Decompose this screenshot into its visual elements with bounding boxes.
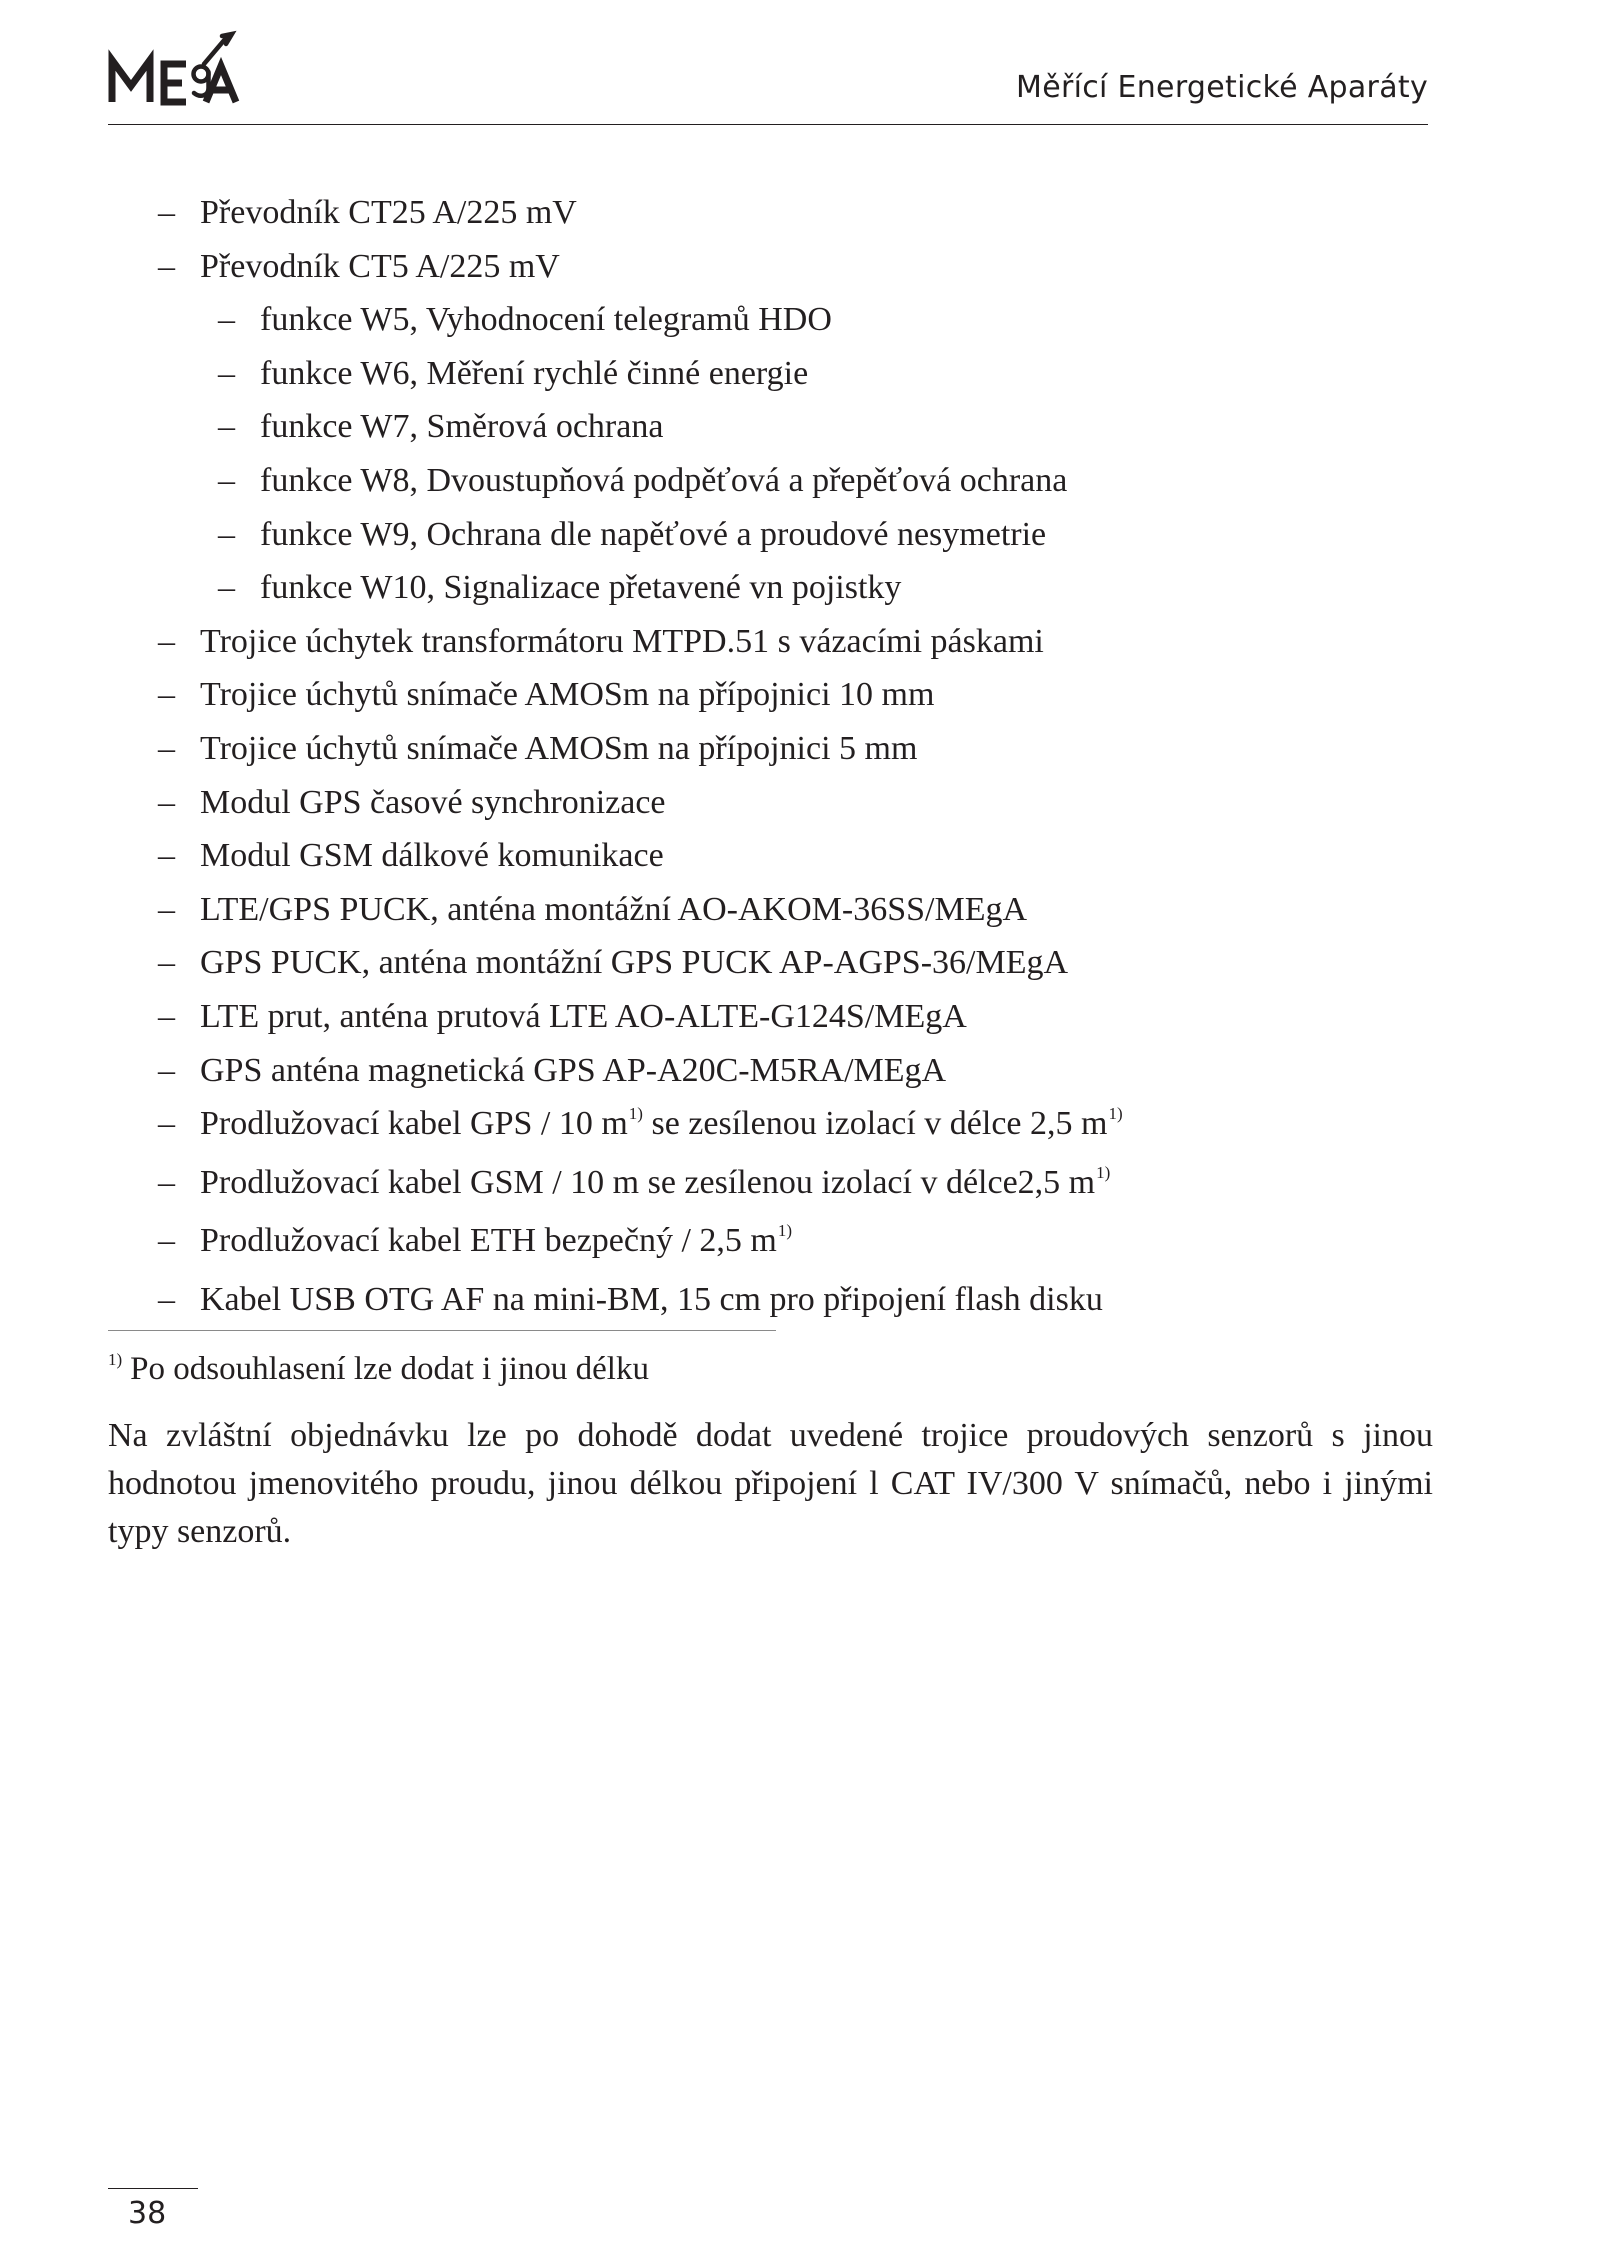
item-text: Převodník CT5 A/225 mV xyxy=(200,247,560,285)
list-item xyxy=(108,936,1428,990)
list-dash: – xyxy=(158,997,175,1035)
body-paragraph: Na zvláštní objednávku lze po dohodě dodat uvedené trojice proudových senzorů s jinou hodnotou jmenovitého proudu, jinou délkou připojení l CAT IV/300 V snímačů, nebo i jinými typy senzorů. xyxy=(108,1417,1433,1550)
sub-list-item xyxy=(108,347,1428,401)
page-number-divider xyxy=(108,2188,198,2189)
footnote-marker: 1) xyxy=(108,1350,123,1369)
list-item xyxy=(108,722,1428,776)
list-item xyxy=(108,1214,1428,1273)
item-text: funkce W8, Dvoustupňová podpěťová a přepěťová ochrana xyxy=(260,461,1068,499)
item-text: Trojice úchytů snímače AMOSm na přípojnici 10 mm xyxy=(200,676,935,714)
list-item xyxy=(108,186,1428,240)
list-dash: – xyxy=(158,944,175,982)
list-dash: – xyxy=(218,354,235,392)
list-dash: – xyxy=(218,461,235,499)
list-item xyxy=(108,1156,1428,1215)
list-item xyxy=(108,240,1428,294)
accessory-list xyxy=(108,186,1428,1326)
list-dash: – xyxy=(158,622,175,660)
mega-logo xyxy=(108,30,243,108)
item-text: se zesílenou izolací v délce 2,5 m xyxy=(642,1105,1108,1143)
list-dash: – xyxy=(158,729,175,767)
list-item xyxy=(108,668,1428,722)
footnote-divider xyxy=(108,1330,776,1331)
list-item xyxy=(108,1273,1428,1327)
item-text: funkce W6, Měření rychlé činné energie xyxy=(260,354,809,392)
item-text: Prodlužovací kabel GPS / 10 m xyxy=(200,1105,628,1143)
list-dash: – xyxy=(158,1105,175,1143)
list-dash: – xyxy=(158,247,175,285)
sub-list-item xyxy=(108,508,1428,562)
logo-mark xyxy=(108,30,243,108)
item-text: Prodlužovací kabel ETH bezpečný / 2,5 m xyxy=(200,1222,777,1260)
list-item xyxy=(108,883,1428,937)
list-item xyxy=(108,990,1428,1044)
sub-list-item xyxy=(108,454,1428,508)
footnote-ref: 1) xyxy=(628,1104,643,1124)
sub-list-item xyxy=(108,561,1428,615)
list-dash: – xyxy=(158,1163,175,1201)
item-text: Trojice úchytek transformátoru MTPD.51 s vázacími páskami xyxy=(200,622,1044,660)
header-divider xyxy=(108,124,1428,125)
page-number: 38 xyxy=(128,2196,167,2231)
item-text: Modul GSM dálkové komunikace xyxy=(200,837,664,875)
item-text: LTE/GPS PUCK, anténa montážní AO-AKOM-36SS/MEgA xyxy=(200,890,1028,928)
item-text: Trojice úchytů snímače AMOSm na přípojnici 5 mm xyxy=(200,729,918,767)
item-text: LTE prut, anténa prutová LTE AO-ALTE-G124S/MEgA xyxy=(200,997,967,1035)
list-item xyxy=(108,615,1428,669)
footnote-ref: 1) xyxy=(1096,1162,1111,1182)
item-text: Prodlužovací kabel GSM / 10 m se zesílenou izolací v délce2,5 m xyxy=(200,1163,1096,1201)
list-dash: – xyxy=(158,837,175,875)
list-dash: – xyxy=(218,301,235,339)
list-dash: – xyxy=(218,515,235,553)
footnote xyxy=(108,1344,649,1399)
list-dash: – xyxy=(158,1280,175,1318)
list-dash: – xyxy=(158,783,175,821)
item-text: funkce W5, Vyhodnocení telegramů HDO xyxy=(260,301,832,339)
item-text: funkce W9, Ochrana dle napěťové a proudové nesymetrie xyxy=(260,515,1047,553)
list-dash: – xyxy=(158,676,175,714)
list-item xyxy=(108,776,1428,830)
list-item xyxy=(108,829,1428,883)
footnote-ref: 1) xyxy=(777,1221,793,1241)
item-text: Převodník CT25 A/225 mV xyxy=(200,194,577,231)
item-text: GPS anténa magnetická GPS AP-A20C-M5RA/MEgA xyxy=(200,1051,947,1089)
list-dash: – xyxy=(218,569,235,607)
list-dash: – xyxy=(158,1051,175,1089)
item-text: Modul GPS časové synchronizace xyxy=(200,783,666,821)
footnote-ref: 1) xyxy=(1108,1104,1123,1124)
list-dash: – xyxy=(218,408,235,446)
item-text: Kabel USB OTG AF na mini-BM, 15 cm pro připojení flash disku xyxy=(200,1280,1103,1318)
header-title: Měřící Energetické Aparáty xyxy=(1016,70,1428,105)
sub-list-item xyxy=(108,400,1428,454)
footnote-text: Po odsouhlasení lze dodat i jinou délku xyxy=(130,1351,649,1387)
item-text: GPS PUCK, anténa montážní GPS PUCK AP-AGPS-36/MEgA xyxy=(200,944,1069,982)
list-item xyxy=(108,1044,1428,1098)
item-text: funkce W10, Signalizace přetavené vn pojistky xyxy=(260,569,902,607)
list-dash: – xyxy=(158,890,175,928)
list-dash: – xyxy=(158,1222,175,1260)
sub-list-item xyxy=(108,293,1428,347)
item-text: funkce W7, Směrová ochrana xyxy=(260,408,664,446)
list-dash: – xyxy=(158,194,175,231)
list-item xyxy=(108,1097,1428,1156)
